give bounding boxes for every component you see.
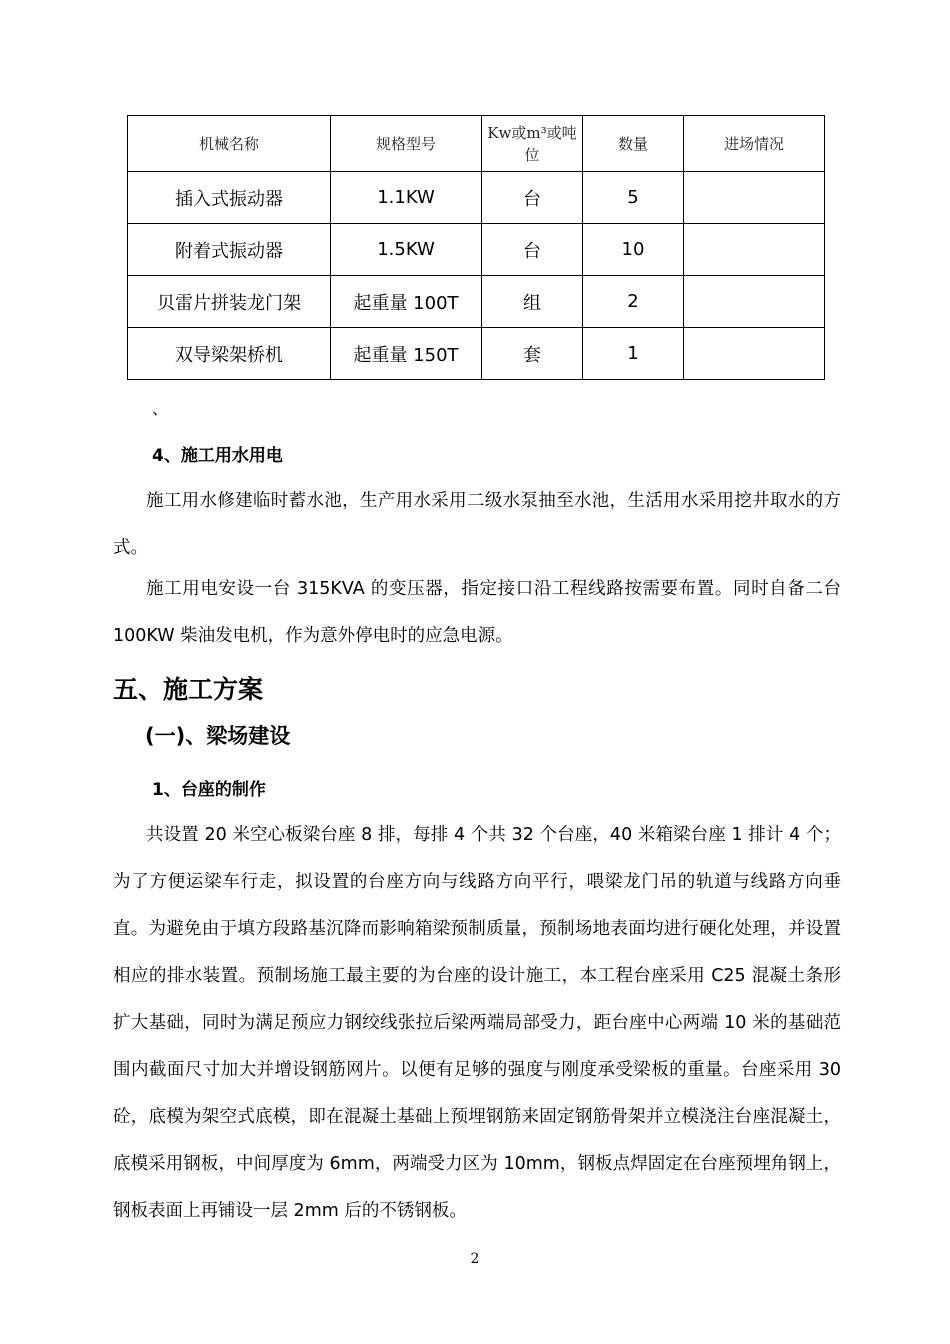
cell-name: 双导梁架桥机 xyxy=(128,328,331,380)
chapter-heading: 五、施工方案 xyxy=(113,675,264,704)
table-header-row xyxy=(128,116,825,172)
paragraph-pedestal: 共设置 20 米空心板梁台座 8 排，每排 4 个共 32 个台座，40 米箱梁台座 1 排计 4 个；为了方便运梁车行走，拟设置的台座方向与线路方向平行，喂梁龙门吊的轨道与线路方向垂直。为避免由于填方段路基沉降而影响箱梁预制质量，预制场地表面均进行硬化处理，并设置相应的排水装置。预制场施工最主要的为台座的设计施工，本工程台座采用 C25 混凝土条形扩大基础，同时为满足预应力钢绞线张拉后梁两端局部受力，距台座中心两端 10 米的基础范围内截面尺寸加大并增设钢筋网片。以便有足够的强度与刚度承受梁板的重量。台座采用 30 砼，底模为架空式底模，即在混凝土基础上预埋钢筋来固定钢筋骨架并立模浇注台座混凝土，底模采用钢板，中间厚度为 6mm，两端受力区为 10mm，钢板点焊固定在台座预埋角钢上，钢板表面上再铺设一层 2mm 后的不锈钢板。 xyxy=(113,825,841,1221)
equipment-table xyxy=(127,115,825,380)
cell-qty: 5 xyxy=(583,172,684,224)
header-machine-name: 机械名称 xyxy=(128,116,331,172)
header-unit-line2: 位 xyxy=(524,145,540,164)
stray-mark: 、 xyxy=(152,399,169,418)
cell-spec: 1.5KW xyxy=(331,224,482,276)
table-row xyxy=(128,328,825,380)
cell-spec: 1.1KW xyxy=(331,172,482,224)
paragraph-water: 施工用水修建临时蓄水池，生产用水采用二级水泵抽至水池，生活用水采用挖井取水的方式。 xyxy=(113,491,841,558)
cell-qty: 1 xyxy=(583,328,684,380)
item-heading: 1、台座的制作 xyxy=(152,780,266,800)
page-number: 2 xyxy=(470,1251,480,1267)
cell-qty: 2 xyxy=(583,276,684,328)
table-row xyxy=(128,276,825,328)
header-unit-line1: Kw或m³或吨 xyxy=(487,123,577,142)
cell-unit: 台 xyxy=(482,172,583,224)
section-heading-water-power: 4、施工用水用电 xyxy=(152,446,283,466)
cell-spec: 起重量 150T xyxy=(331,328,482,380)
header-status: 进场情况 xyxy=(684,116,825,172)
cell-name: 插入式振动器 xyxy=(128,172,331,224)
cell-status xyxy=(684,328,825,380)
header-unit xyxy=(482,116,583,172)
cell-status xyxy=(684,172,825,224)
cell-status xyxy=(684,224,825,276)
cell-unit: 台 xyxy=(482,224,583,276)
cell-qty: 10 xyxy=(583,224,684,276)
cell-name: 附着式振动器 xyxy=(128,224,331,276)
paragraph-power: 施工用电安设一台 315KVA 的变压器，指定接口沿工程线路按需要布置。同时自备二台 100KW 柴油发电机，作为意外停电时的应急电源。 xyxy=(113,579,841,646)
cell-spec: 起重量 100T xyxy=(331,276,482,328)
cell-unit: 套 xyxy=(482,328,583,380)
cell-unit: 组 xyxy=(482,276,583,328)
cell-status xyxy=(684,276,825,328)
header-quantity: 数量 xyxy=(583,116,684,172)
table-row xyxy=(128,224,825,276)
header-spec-model: 规格型号 xyxy=(331,116,482,172)
table-row xyxy=(128,172,825,224)
subsection-heading: (一)、梁场建设 xyxy=(145,724,291,748)
cell-name: 贝雷片拼装龙门架 xyxy=(128,276,331,328)
